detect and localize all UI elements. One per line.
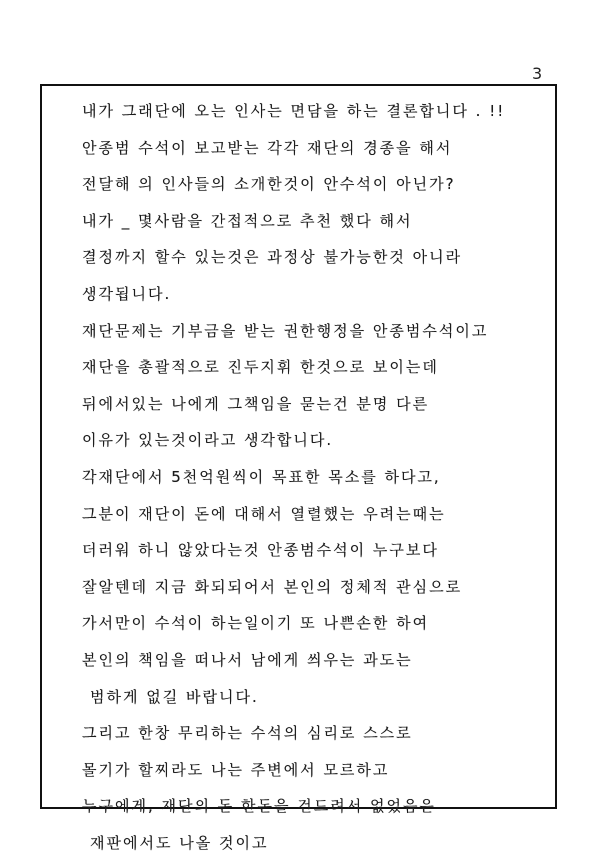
text-line: 안종범 수석이 보고받는 각각 재단의 경종을 해서	[82, 138, 453, 157]
text-line: 재단을 총괄적으로 진두지휘 한것으로 보이는데	[82, 358, 439, 377]
text-line: 전달해 의 인사들의 소개한것이 안수석이 아닌가?	[82, 175, 456, 194]
text-line: 그리고 한창 무리하는 수석의 심리로 스스로	[82, 724, 413, 743]
text-line: 재판에서도 나올 것이고	[90, 833, 269, 852]
handwritten-text-body	[82, 98, 532, 866]
text-line: 뒤에서있는 나에게 그책임을 묻는건 분명 다른	[82, 394, 430, 413]
page-number: 3	[532, 64, 543, 83]
text-line: 몰기가 할찌라도 나는 주변에서 모르하고	[82, 760, 390, 779]
text-line: 각재단에서 5천억원씩이 목표한 목소를 하다고,	[82, 467, 441, 486]
text-line: 생각됩니다.	[82, 284, 172, 303]
text-line: 더러워 하니 않았다는것 안종범수석이 누구보다	[82, 541, 439, 560]
text-line: 잘알텐데 지금 화되되어서 본인의 정체적 관심으로	[82, 577, 463, 596]
text-line: 가서만이 수석이 하는일이기 또 나쁜손한 하여	[82, 614, 430, 633]
text-line: 누구에게, 재단의 돈 한돈을 건드려서 없었음은	[82, 797, 436, 816]
text-line: 결정까지 할수 있는것은 과정상 불가능한것 아니라	[82, 248, 463, 267]
text-line: 본인의 책임을 떠나서 남에게 씌우는 과도는	[82, 650, 413, 669]
text-line: 내가 _ 몇사람을 간접적으로 추천 했다 해서	[82, 211, 413, 230]
text-line: 이유가 있는것이라고 생각합니다.	[82, 431, 334, 450]
text-line: 그분이 재단이 돈에 대해서 열렬했는 우려는때는	[82, 504, 446, 523]
text-line: 범하게 없길 바랍니다.	[90, 687, 259, 706]
text-line: 재단문제는 기부금을 받는 권한행정을 안종범수석이고	[82, 321, 489, 340]
text-line: 내가 그래단에 오는 인사는 면담을 하는 결론합니다 . !!	[82, 102, 506, 120]
